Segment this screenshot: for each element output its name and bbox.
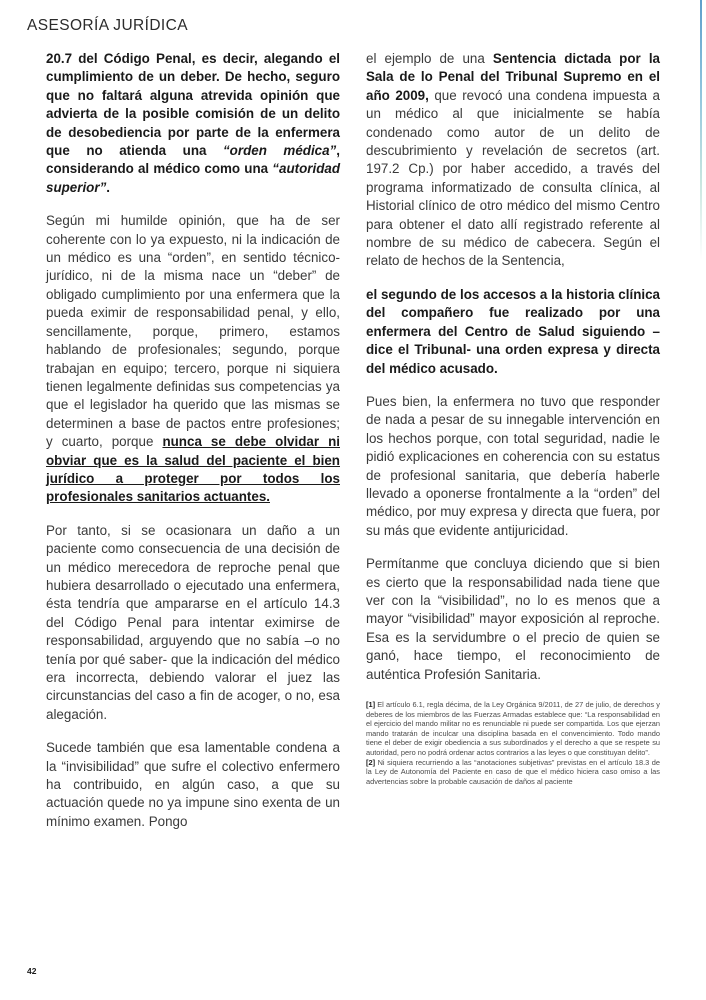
run-sentencia-tribunal-supremo: Sentencia dictada por la Sala de lo Penal del Tribunal Supremo en el año 2009,: [366, 51, 660, 103]
run-text: el ejemplo de una: [366, 51, 493, 66]
run-text: Según mi humilde opinión, que ha de ser coherente con lo ya expuesto, ni la indicación de un médico es una “orden”, en sentido técnico-jurídico, ni de la misma nace un “deber” de obligado cumplimiento por una enfermera que la pueda eximir de responsabilidad penal, y ello, sencillamente, porque, primero, estamos hablando de profesionales; segundo, porque trabajan en equipo; tercero, porque ni siquiera tienen legalmente definidas sus competencias ya que el legislador ha querido que las mismas se determinen a base de pactos entre profesiones; y cuarto, porque: [46, 213, 340, 450]
run-text: Por tanto, si se ocasionara un daño a un paciente como consecuencia de una decisión de un médico merecedora de reproche penal que hubiera desarrollado o ejecutado una enfermera, ésta tendría que ampararse en el artículo 14.3 del Código Penal para intentar eximirse de responsabilidad, arguyendo que no sabía –o no tenía por qué saber- que la indicación del médico era incorrecta, debiendo valorar el juez las circunstancias del caso a fin de acoger, o no, esa alegación.: [46, 522, 340, 722]
page-header-section-title: ASESORÍA JURÍDICA: [27, 17, 188, 34]
footnotes-block: [366, 700, 660, 786]
footnote-1: [366, 700, 660, 758]
page-edge-accent-stripe: [700, 0, 702, 260]
page-number: 42: [27, 966, 37, 976]
footnote-1-marker: [1]: [366, 700, 376, 709]
footnote-2-text: Ni siquiera recurriendo a las “anotaciones subjetivas” previstas en el artículo 18.3 de la Ley de Autonomía del Paciente en caso de que el médico hiciera caso omiso a las advertencias sobre la probable causación de daños al paciente: [366, 757, 660, 786]
paragraph-codigo-penal: [46, 50, 340, 197]
paragraph-ejemplo-sentencia: [366, 50, 660, 271]
run-text: .: [106, 179, 111, 195]
run-orden-medica: “orden médica”: [222, 143, 337, 159]
right-column: [366, 50, 660, 955]
run-text: Sucede también que esa lamentable condena a la “invisibilidad” que sufre el colectivo enfermero ha contribuido, en algún caso, a que su actuación quede no ya impune sino exenta de un mínimo examen. Pongo: [46, 740, 340, 829]
left-column: [46, 50, 340, 955]
run-text: Permítanme que concluya diciendo que si bien es cierto que la responsabilidad nada tiene que ver con la “visibilidad”, no lo es menos que a mayor “visibilidad” mayor exposición al reproche. Esa es la servidumbre o el precio de quien se ganó, hace tiempo, el reconocimiento de auténtica Profesión Sanitaria.: [366, 556, 660, 682]
two-column-body: [46, 50, 661, 955]
paragraph-sucede-tambien: [46, 739, 340, 831]
footnote-2: [366, 758, 660, 787]
run-autoridad-superior: “autoridad superior”: [46, 161, 340, 195]
run-text: el segundo de los accesos a la historia clínica del compañero fue realizado por una enfermera del Centro de Salud siguiendo –dice el Tribunal- una orden expresa y directa del médico acusado.: [366, 286, 660, 376]
footnote-2-marker: [2]: [366, 757, 376, 767]
footnote-1-text: El artículo 6.1, regla décima, de la Ley Orgánica 9/2011, de 27 de julio, de derechos y deberes de los miembros de las Fuerzas Armadas establece que: “La responsabilidad en el ejercicio del mando militar no es renunciable ni puede ser compartida. Los que ejerzan mando tratarán de inculcar una disciplina basada en el convencimiento. Todo mando tiene el deber de exigir obediencia a sus subordinados y el derecho a que se respete su autoridad, pero no podrá ordenar actos contrarios a las leyes o que constituyan delito”.: [366, 700, 660, 757]
paragraph-pues-bien: [366, 393, 660, 540]
paragraph-segundo-acceso: [366, 286, 660, 378]
run-text: , considerando al médico como una: [46, 143, 340, 177]
run-emphasis-salud-paciente: nunca se debe olvidar ni obviar que es la salud del paciente el bien jurídico a proteger por todos los profesionales sanitarios actuantes.: [46, 434, 340, 505]
paragraph-permitanme: [366, 555, 660, 684]
run-text: que revocó una condena impuesta a un médico al que inicialmente se había condenado como autor de un delito de descubrimiento y revelación de secretos (art. 197.2 Cp.) por haber accedido, a través del programa informatizado de consulta clínica, al Historial clínico de otro médico del mismo Centro para obtener el dato allí registrado referente al nombre de su médico de cabecera. Según el relato de hechos de la Sentencia,: [366, 87, 660, 269]
run-text: Pues bien, la enfermera no tuvo que responder de nada a pesar de su innegable intervención en los hechos porque, con total seguridad, nadie le pidió explicaciones en coherencia con su estatus de profesional sanitaria, que debería haberle llevado a oponerse frontalmente a la “orden” del médico, por muy expresa y directa que fuera, por su más que evidente antijuricidad.: [366, 393, 660, 538]
paragraph-por-tanto: [46, 522, 340, 724]
paragraph-humilde-opinion: [46, 212, 340, 507]
run-text: 20.7 del Código Penal, es decir, alegando el cumplimiento de un deber. De hecho, seguro que no faltará alguna atrevida opinión que advierta de la posible comisión de un delito de desobediencia por parte de la enfermera que no atienda una: [46, 51, 340, 159]
